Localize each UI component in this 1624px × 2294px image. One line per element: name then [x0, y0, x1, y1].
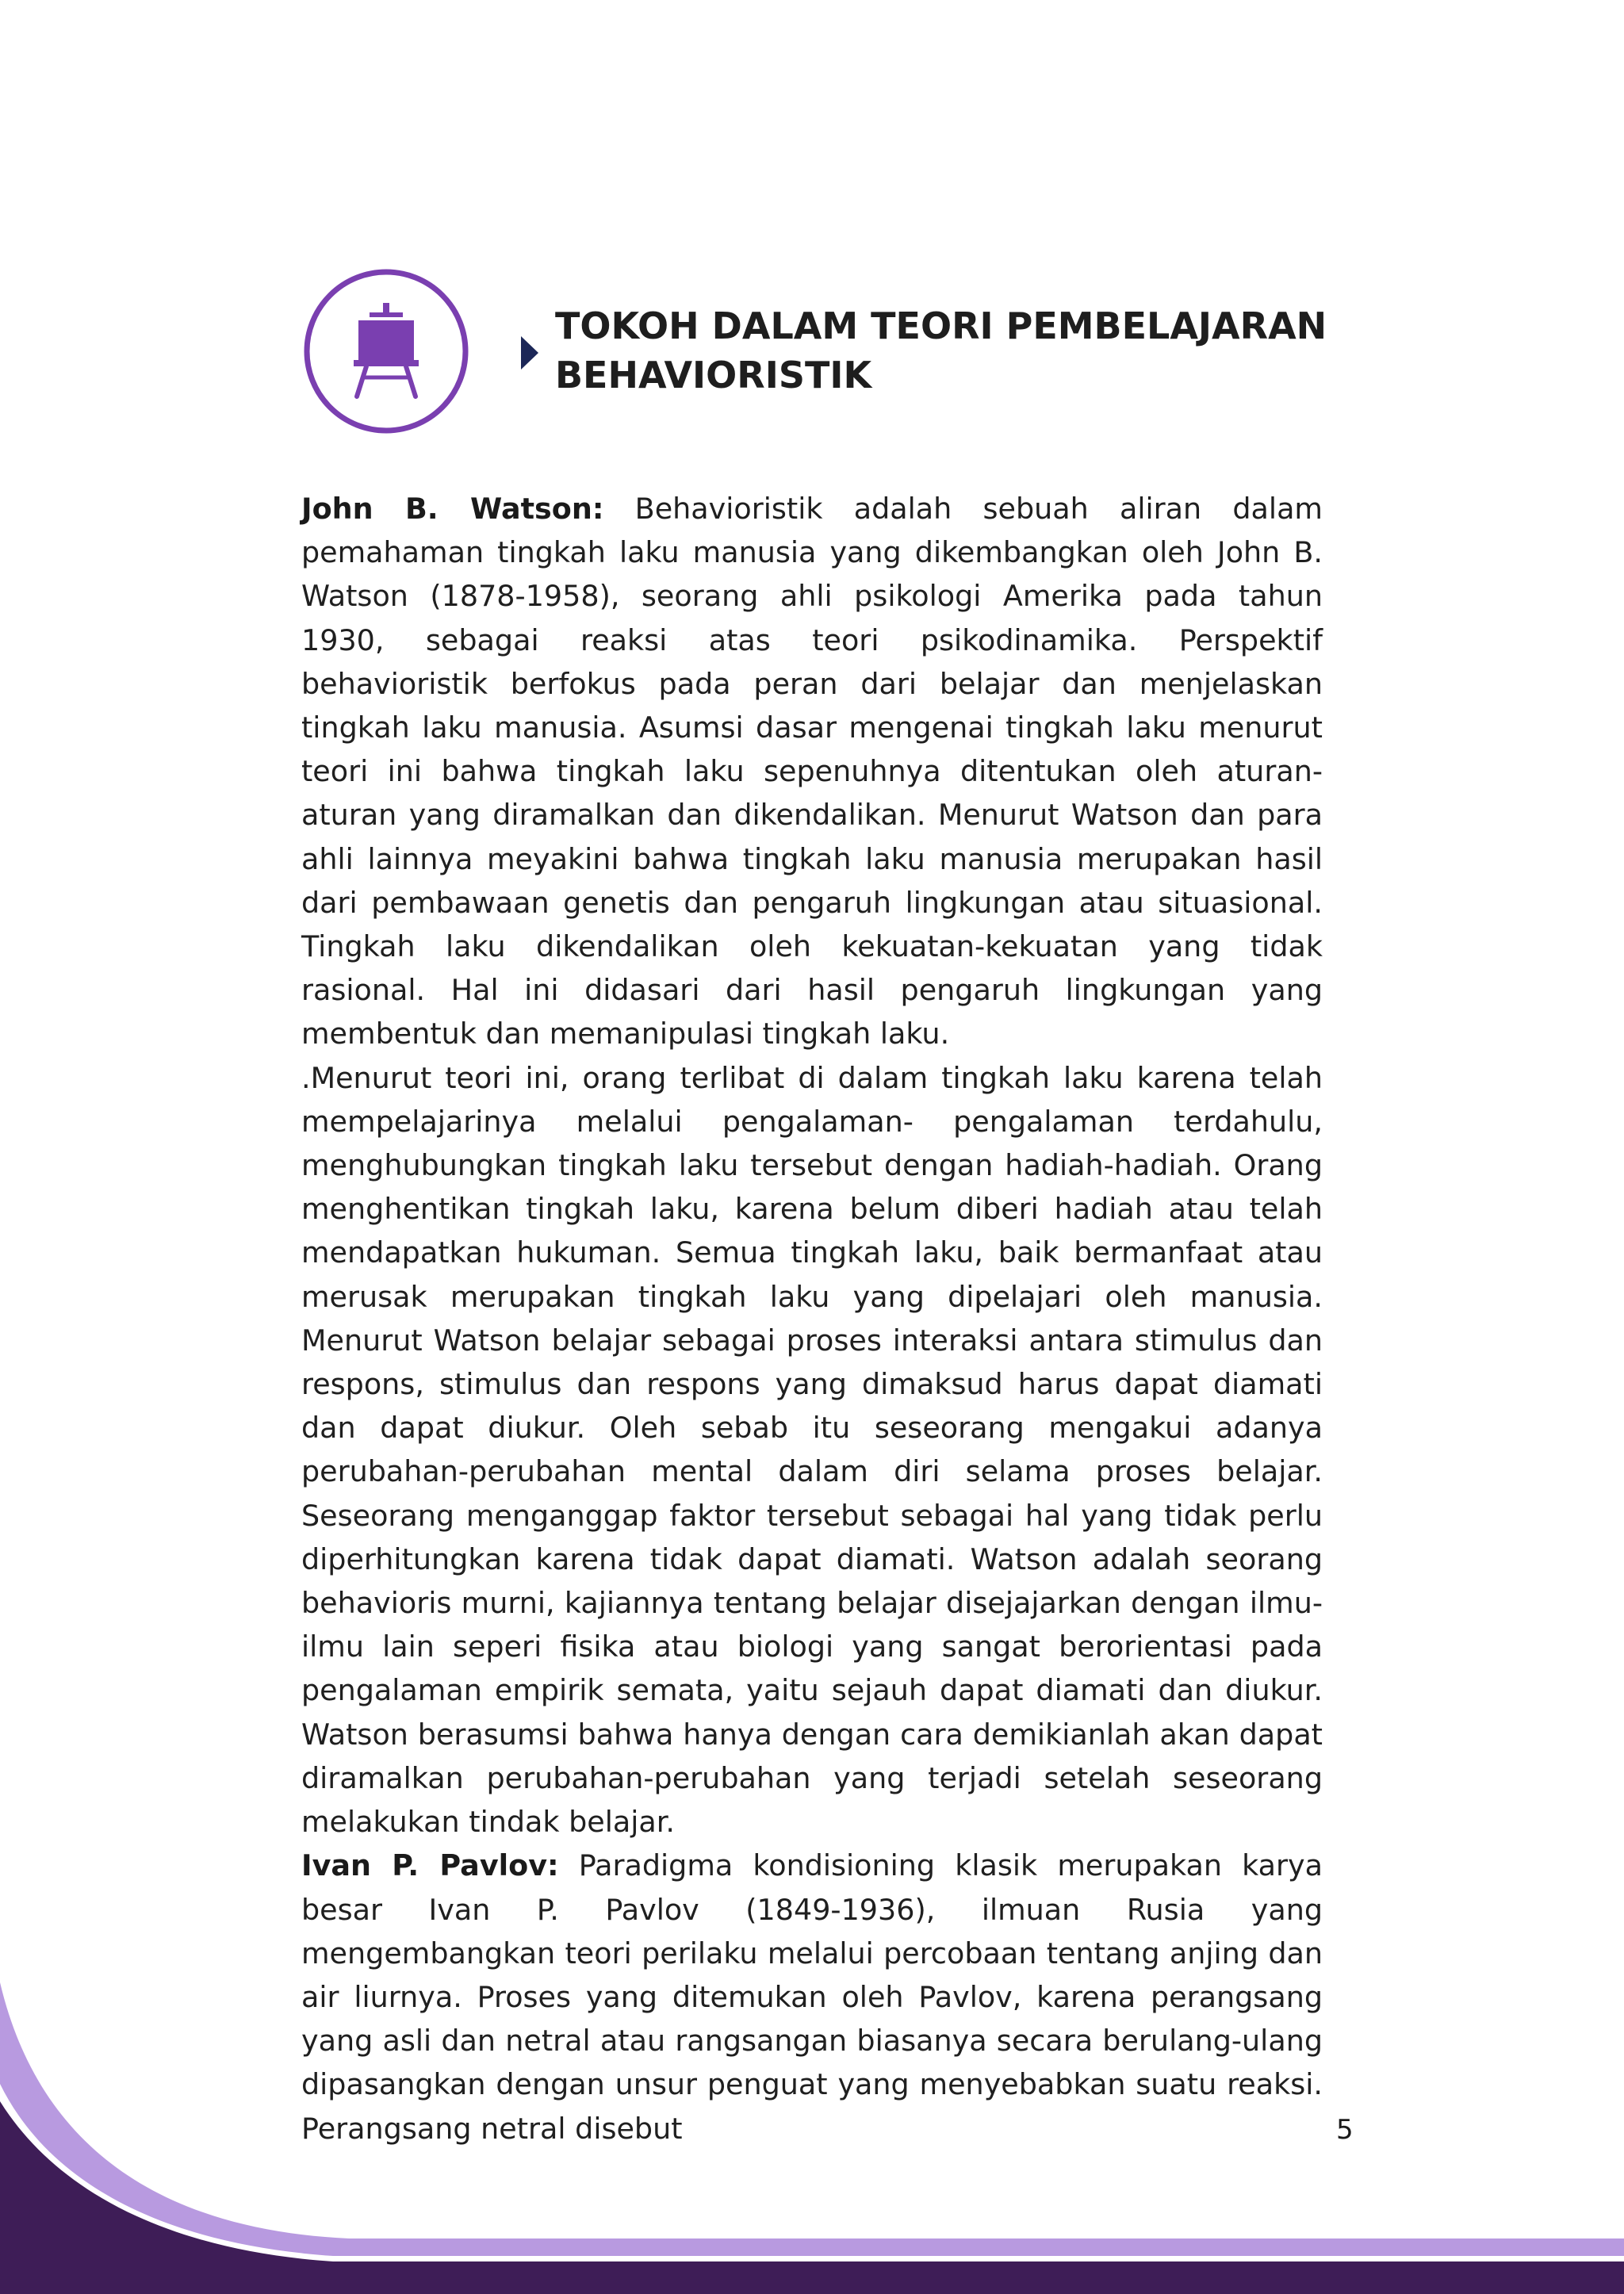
section-title — [555, 301, 1348, 400]
page-number: 5 — [1336, 2114, 1354, 2146]
paragraph-menurut: .Menurut teori ini, orang terlibat di dalam tingkah laku karena telah mempelajarinya melalui pengalaman- pengalaman terdahulu, menghubungkan tingkah laku tersebut dengan hadiah-hadiah. Orang menghentikan tingkah laku, karena belum diberi hadiah atau telah mendapatkan hukuman. Semua tingkah laku, baik bermanfaat atau merusak merupakan tingkah laku yang dipelajari oleh manusia. Menurut Watson belajar sebagai proses interaksi antara stimulus dan respons, stimulus dan respons yang dimaksud harus dapat diamati dan dapat diukur. Oleh sebab itu seseorang mengakui adanya perubahan-perubahan mental dalam diri selama proses belajar. Seseorang menganggap faktor tersebut sebagai hal yang tidak perlu diperhitungkan karena tidak dapat diamati. Watson adalah seorang behavioris murni, kajiannya tentang belajar disejajarkan dengan ilmu- ilmu lain seperi fisika atau biologi yang sangat berorientasi pada pengalaman empirik semata, yaitu sejauh dapat diamati dan diukur. Watson berasumsi bahwa hanya dengan cara demikianlah akan dapat diramalkan perubahan-perubahan yang terjadi setelah seseorang melakukan tindak belajar. — [301, 1060, 1323, 1840]
section-title-line1: TOKOH DALAM TEORI PEMBELAJARAN — [555, 304, 1327, 347]
chevron-right-icon — [521, 336, 538, 370]
name-watson: John B. Watson: — [301, 492, 604, 526]
section-title-line2: BEHAVIORISTIK — [555, 354, 872, 396]
paragraph-watson — [301, 487, 1323, 1056]
footer-wave-decoration — [0, 1982, 1624, 2294]
easel-board-icon — [303, 268, 469, 435]
body-text — [301, 487, 1323, 2150]
paragraph-pavlov-text: Paradigma kondisioning klasik merupakan karya besar Ivan P. Pavlov (1849-1936), ilmuan Rusia yang mengembangkan teori perilaku melalui percobaan tentang anjing dan air liurnya. Proses yang ditemukan oleh Pavlov, karena perangsang yang asli dan netral atau rangsangan biasanya secara berulang-ulang dipasangkan dengan unsur penguat yang menyebabkan suatu reaksi. Perangsang netral disebut — [301, 1848, 1323, 2146]
paragraph-watson-text: Behavioristik adalah sebuah aliran dalam pemahaman tingkah laku manusia yang dikembangkan oleh John B. Watson (1878-1958), seorang ahli psikologi Amerika pada tahun 1930, sebagai reaksi atas teori psikodinamika. Perspektif behavioristik berfokus pada peran dari belajar dan menjelaskan tingkah laku manusia. Asumsi dasar mengenai tingkah laku menurut teori ini bahwa tingkah laku sepenuhnya ditentukan oleh aturan-aturan yang diramalkan dan dikendalikan. Menurut Watson dan para ahli lainnya meyakini bahwa tingkah laku manusia merupakan hasil dari pembawaan genetis dan pengaruh lingkungan atau situasional. Tingkah laku dikendalikan oleh kekuatan-kekuatan yang tidak rasional. Hal ini didasari dari hasil pengaruh lingkungan yang membentuk dan memanipulasi tingkah laku. — [301, 492, 1323, 1051]
name-pavlov: Ivan P. Pavlov: — [301, 1848, 559, 1883]
